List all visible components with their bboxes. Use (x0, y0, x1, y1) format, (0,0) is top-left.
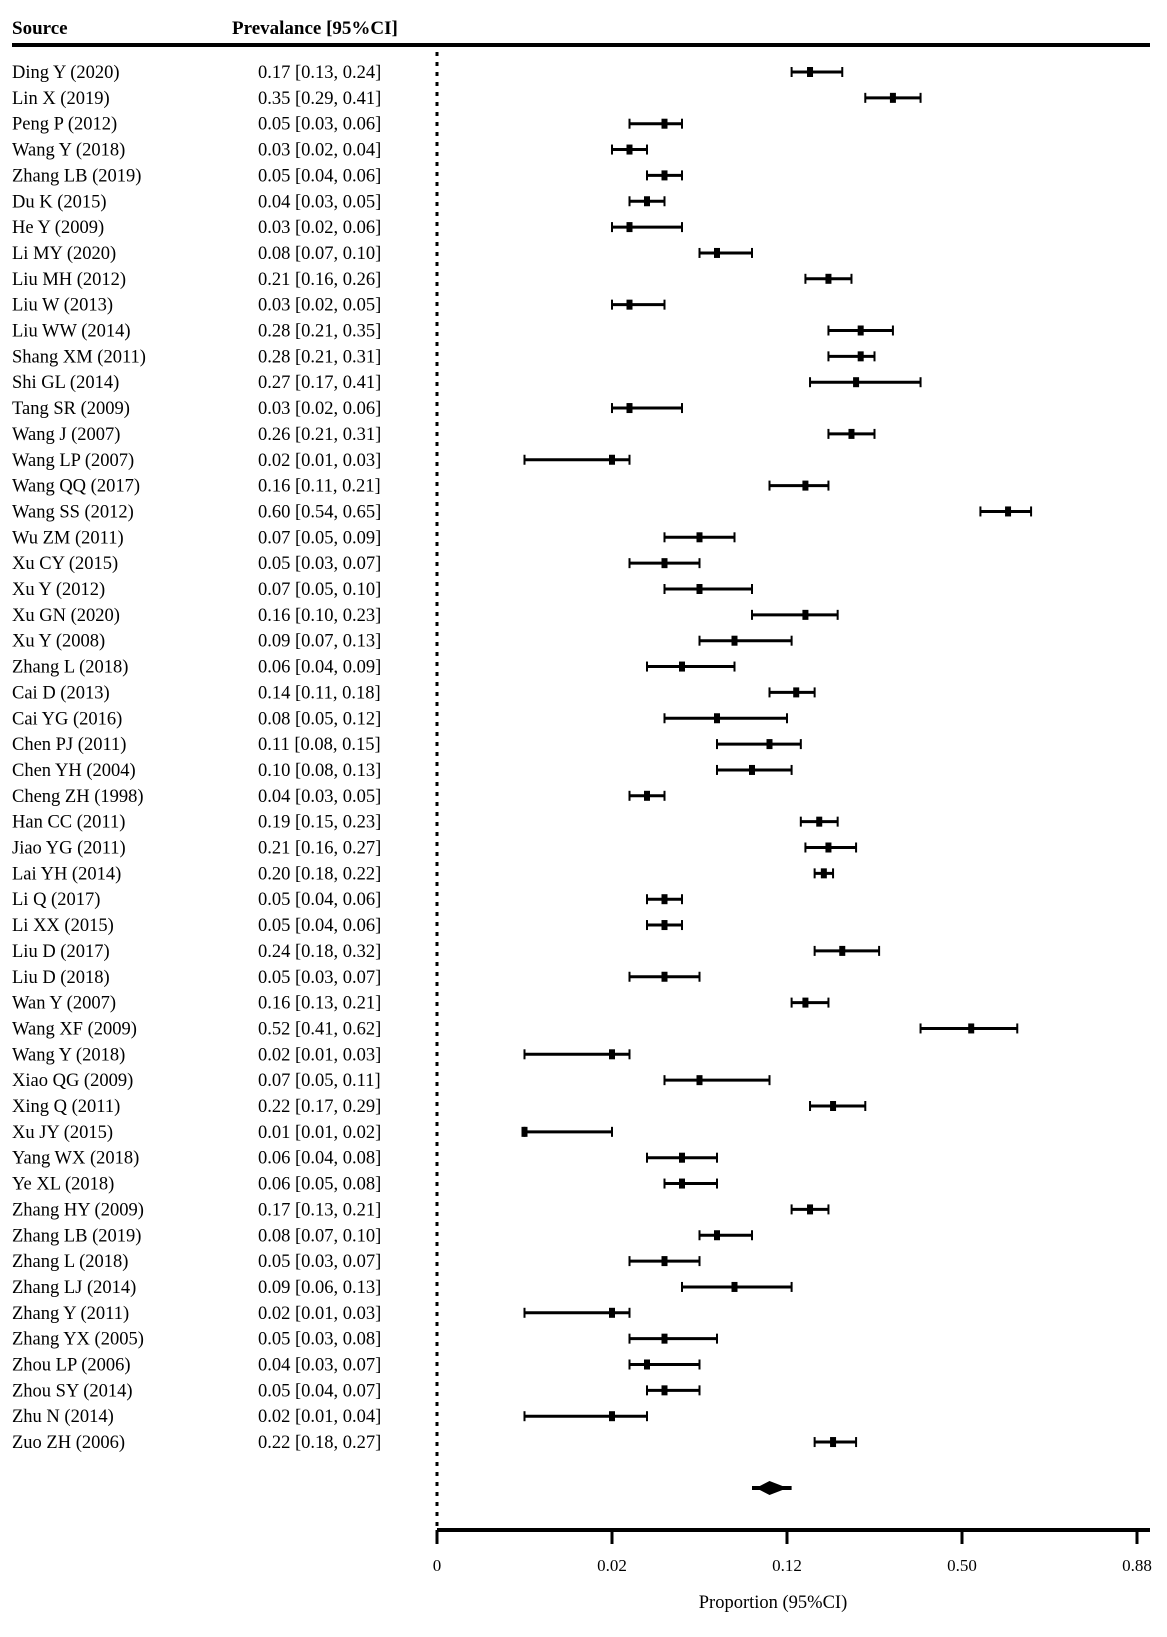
study-estimate: 0.52 [0.41, 0.62] (258, 1019, 382, 1040)
study-source: Ding Y (2020) (12, 63, 120, 83)
study-estimate: 0.05 [0.04, 0.07] (258, 1381, 382, 1402)
point-estimate (662, 1385, 668, 1395)
point-estimate (627, 403, 633, 413)
study-estimate: 0.16 [0.11, 0.21] (258, 476, 381, 497)
study-source: Wu ZM (2011) (12, 528, 124, 549)
study-source: Lin X (2019) (12, 88, 110, 109)
study-estimate: 0.16 [0.13, 0.21] (258, 993, 382, 1014)
study-source: Zuo ZH (2006) (12, 1433, 126, 1454)
study-source: Wang Y (2018) (12, 140, 126, 161)
study-source: Lai YH (2014) (12, 864, 122, 885)
study-estimate: 0.28 [0.21, 0.35] (258, 321, 382, 342)
study-source: Wang LP (2007) (12, 450, 135, 471)
point-estimate (848, 429, 854, 439)
point-estimate (662, 972, 668, 982)
study-estimate: 0.03 [0.02, 0.06] (258, 399, 382, 420)
study-source: Zhu N (2014) (12, 1407, 114, 1428)
study-estimate: 0.06 [0.04, 0.09] (258, 657, 382, 678)
study-estimate: 0.17 [0.13, 0.24] (258, 63, 382, 83)
study-source: Wang J (2007) (12, 424, 121, 445)
point-estimate (732, 636, 738, 646)
study-estimate: 0.06 [0.04, 0.08] (258, 1148, 382, 1169)
study-estimate: 0.04 [0.03, 0.05] (258, 786, 382, 807)
study-estimate: 0.10 [0.08, 0.13] (258, 760, 382, 781)
study-estimate: 0.07 [0.05, 0.10] (258, 580, 382, 600)
study-source: Zhou SY (2014) (12, 1381, 133, 1402)
point-estimate (816, 817, 822, 827)
study-source: Jiao YG (2011) (12, 838, 126, 859)
point-estimate (609, 1411, 615, 1421)
x-tick-label: 0.02 (597, 1556, 627, 1575)
point-estimate (1005, 506, 1011, 516)
study-estimate: 0.27 [0.17, 0.41] (258, 373, 382, 394)
study-source: Zhang Y (2011) (12, 1303, 130, 1324)
point-estimate (609, 455, 615, 465)
point-estimate (714, 248, 720, 258)
study-estimate: 0.21 [0.16, 0.26] (258, 269, 382, 290)
study-source: Cheng ZH (1998) (12, 786, 144, 807)
study-estimate: 0.05 [0.03, 0.07] (258, 554, 382, 575)
point-estimate (662, 119, 668, 129)
point-estimate (714, 713, 720, 723)
point-estimate (839, 946, 845, 956)
point-estimate (662, 558, 668, 568)
study-source: Cai D (2013) (12, 683, 110, 704)
study-estimate: 0.07 [0.05, 0.11] (258, 1071, 381, 1092)
study-source: Li XX (2015) (12, 916, 114, 937)
point-estimate (662, 1256, 668, 1266)
study-source: He Y (2009) (12, 218, 105, 239)
study-estimate: 0.11 [0.08, 0.15] (258, 735, 381, 756)
study-source: Chen YH (2004) (12, 760, 136, 781)
study-estimate: 0.21 [0.16, 0.27] (258, 838, 382, 859)
study-estimate: 0.02 [0.01, 0.03] (258, 1045, 382, 1066)
study-estimate: 0.05 [0.03, 0.07] (258, 1252, 382, 1273)
point-estimate (627, 300, 633, 310)
study-estimate: 0.06 [0.05, 0.08] (258, 1174, 382, 1195)
study-estimate: 0.05 [0.04, 0.06] (258, 916, 382, 937)
study-estimate: 0.09 [0.07, 0.13] (258, 631, 382, 652)
point-estimate (802, 481, 808, 491)
study-source: Han CC (2011) (12, 812, 126, 833)
point-estimate (662, 1334, 668, 1344)
point-estimate (644, 196, 650, 206)
study-estimate: 0.02 [0.01, 0.04] (258, 1407, 382, 1428)
point-estimate (679, 1179, 685, 1189)
study-source: Xu JY (2015) (12, 1122, 114, 1143)
study-source: Tang SR (2009) (12, 399, 130, 420)
study-estimate: 0.05 [0.03, 0.06] (258, 114, 382, 135)
point-estimate (858, 351, 864, 361)
summary-diamond (756, 1481, 788, 1495)
point-estimate (732, 1282, 738, 1292)
study-source: Shi GL (2014) (12, 373, 120, 394)
study-source: Liu W (2013) (12, 295, 114, 316)
study-source: Xiao QG (2009) (12, 1071, 134, 1092)
study-estimate: 0.02 [0.01, 0.03] (258, 1303, 382, 1324)
study-source: Wan Y (2007) (12, 993, 116, 1014)
point-estimate (807, 67, 813, 77)
study-estimate: 0.26 [0.21, 0.31] (258, 424, 382, 445)
study-source: Xing Q (2011) (12, 1097, 121, 1117)
x-tick-label: 0.88 (1122, 1556, 1152, 1575)
point-estimate (609, 1049, 615, 1059)
point-estimate (821, 868, 827, 878)
study-source: Liu MH (2012) (12, 269, 127, 290)
study-estimate: 0.22 [0.17, 0.29] (258, 1097, 382, 1117)
study-source: Yang WX (2018) (12, 1148, 140, 1169)
header-source: Source (12, 18, 68, 39)
study-source: Liu WW (2014) (12, 321, 131, 342)
study-source: Shang XM (2011) (12, 347, 146, 368)
point-estimate (825, 274, 831, 284)
study-source: Xu Y (2008) (12, 631, 106, 652)
point-estimate (609, 1308, 615, 1318)
point-estimate (714, 1230, 720, 1240)
study-source: Wang Y (2018) (12, 1045, 126, 1066)
study-source: Wang XF (2009) (12, 1019, 137, 1040)
point-estimate (890, 93, 896, 103)
study-estimate: 0.03 [0.02, 0.06] (258, 218, 382, 239)
point-estimate (697, 1075, 703, 1085)
study-source: Li Q (2017) (12, 890, 101, 911)
study-source: Liu D (2017) (12, 941, 110, 962)
point-estimate (767, 739, 773, 749)
study-source: Zhang LB (2019) (12, 1226, 142, 1247)
study-source: Zhang HY (2009) (12, 1200, 144, 1221)
study-estimate: 0.02 [0.01, 0.03] (258, 450, 382, 471)
study-source: Wang QQ (2017) (12, 476, 140, 497)
study-estimate: 0.16 [0.10, 0.23] (258, 605, 382, 626)
study-estimate: 0.28 [0.21, 0.31] (258, 347, 382, 368)
point-estimate (662, 170, 668, 180)
point-estimate (627, 222, 633, 232)
study-estimate: 0.04 [0.03, 0.05] (258, 192, 382, 213)
study-estimate: 0.03 [0.02, 0.05] (258, 295, 382, 316)
study-source: Xu CY (2015) (12, 554, 119, 575)
study-estimate: 0.05 [0.04, 0.06] (258, 166, 382, 187)
study-estimate: 0.05 [0.03, 0.08] (258, 1329, 382, 1350)
x-tick-label: 0.50 (947, 1556, 977, 1575)
point-estimate (644, 1360, 650, 1370)
study-source: Wang SS (2012) (12, 502, 134, 523)
study-source: Ye XL (2018) (12, 1174, 115, 1195)
study-source: Zhang L (2018) (12, 1252, 129, 1273)
point-estimate (662, 920, 668, 930)
point-estimate (522, 1127, 528, 1137)
study-estimate: 0.09 [0.06, 0.13] (258, 1277, 382, 1298)
study-estimate: 0.60 [0.54, 0.65] (258, 502, 382, 523)
point-estimate (830, 1437, 836, 1447)
study-source: Du K (2015) (12, 192, 107, 213)
study-estimate: 0.20 [0.18, 0.22] (258, 864, 382, 885)
study-source: Zhang L (2018) (12, 657, 129, 678)
point-estimate (662, 894, 668, 904)
study-estimate: 0.03 [0.02, 0.04] (258, 140, 382, 161)
x-tick-label: 0.12 (772, 1556, 802, 1575)
study-estimate: 0.05 [0.04, 0.06] (258, 890, 382, 911)
study-estimate: 0.19 [0.15, 0.23] (258, 812, 382, 833)
point-estimate (697, 532, 703, 542)
study-estimate: 0.08 [0.07, 0.10] (258, 243, 382, 264)
study-source: Li MY (2020) (12, 243, 117, 264)
study-estimate: 0.14 [0.11, 0.18] (258, 683, 381, 704)
study-estimate: 0.35 [0.29, 0.41] (258, 88, 382, 109)
x-axis-label: Proportion (95%CI) (698, 1593, 848, 1613)
study-estimate: 0.17 [0.13, 0.21] (258, 1200, 382, 1221)
study-source: Xu GN (2020) (12, 605, 120, 626)
study-estimate: 0.08 [0.05, 0.12] (258, 709, 382, 730)
study-source: Xu Y (2012) (12, 580, 106, 600)
study-estimate: 0.04 [0.03, 0.07] (258, 1355, 382, 1376)
point-estimate (830, 1101, 836, 1111)
point-estimate (807, 1204, 813, 1214)
point-estimate (627, 145, 633, 155)
point-estimate (749, 765, 755, 775)
study-source: Liu D (2018) (12, 967, 110, 988)
study-estimate: 0.08 [0.07, 0.10] (258, 1226, 382, 1247)
header-prevalence: Prevalance [95%CI] (232, 18, 398, 39)
point-estimate (697, 584, 703, 594)
point-estimate (679, 1153, 685, 1163)
study-estimate: 0.22 [0.18, 0.27] (258, 1433, 382, 1454)
point-estimate (793, 687, 799, 697)
x-tick-label: 0 (432, 1556, 442, 1575)
study-source: Zhang LB (2019) (12, 166, 142, 187)
point-estimate (853, 377, 859, 387)
point-estimate (644, 791, 650, 801)
point-estimate (825, 843, 831, 853)
study-source: Zhou LP (2006) (12, 1355, 131, 1376)
point-estimate (968, 1023, 974, 1033)
study-source: Chen PJ (2011) (12, 735, 127, 756)
study-source: Peng P (2012) (12, 114, 118, 135)
point-estimate (802, 610, 808, 620)
study-estimate: 0.05 [0.03, 0.07] (258, 967, 382, 988)
point-estimate (858, 326, 864, 336)
study-source: Cai YG (2016) (12, 709, 123, 730)
study-estimate: 0.24 [0.18, 0.32] (258, 941, 382, 962)
study-source: Zhang YX (2005) (12, 1329, 144, 1350)
study-estimate: 0.01 [0.01, 0.02] (258, 1122, 382, 1143)
study-estimate: 0.07 [0.05, 0.09] (258, 528, 382, 549)
point-estimate (679, 662, 685, 672)
point-estimate (802, 998, 808, 1008)
study-source: Zhang LJ (2014) (12, 1277, 137, 1298)
